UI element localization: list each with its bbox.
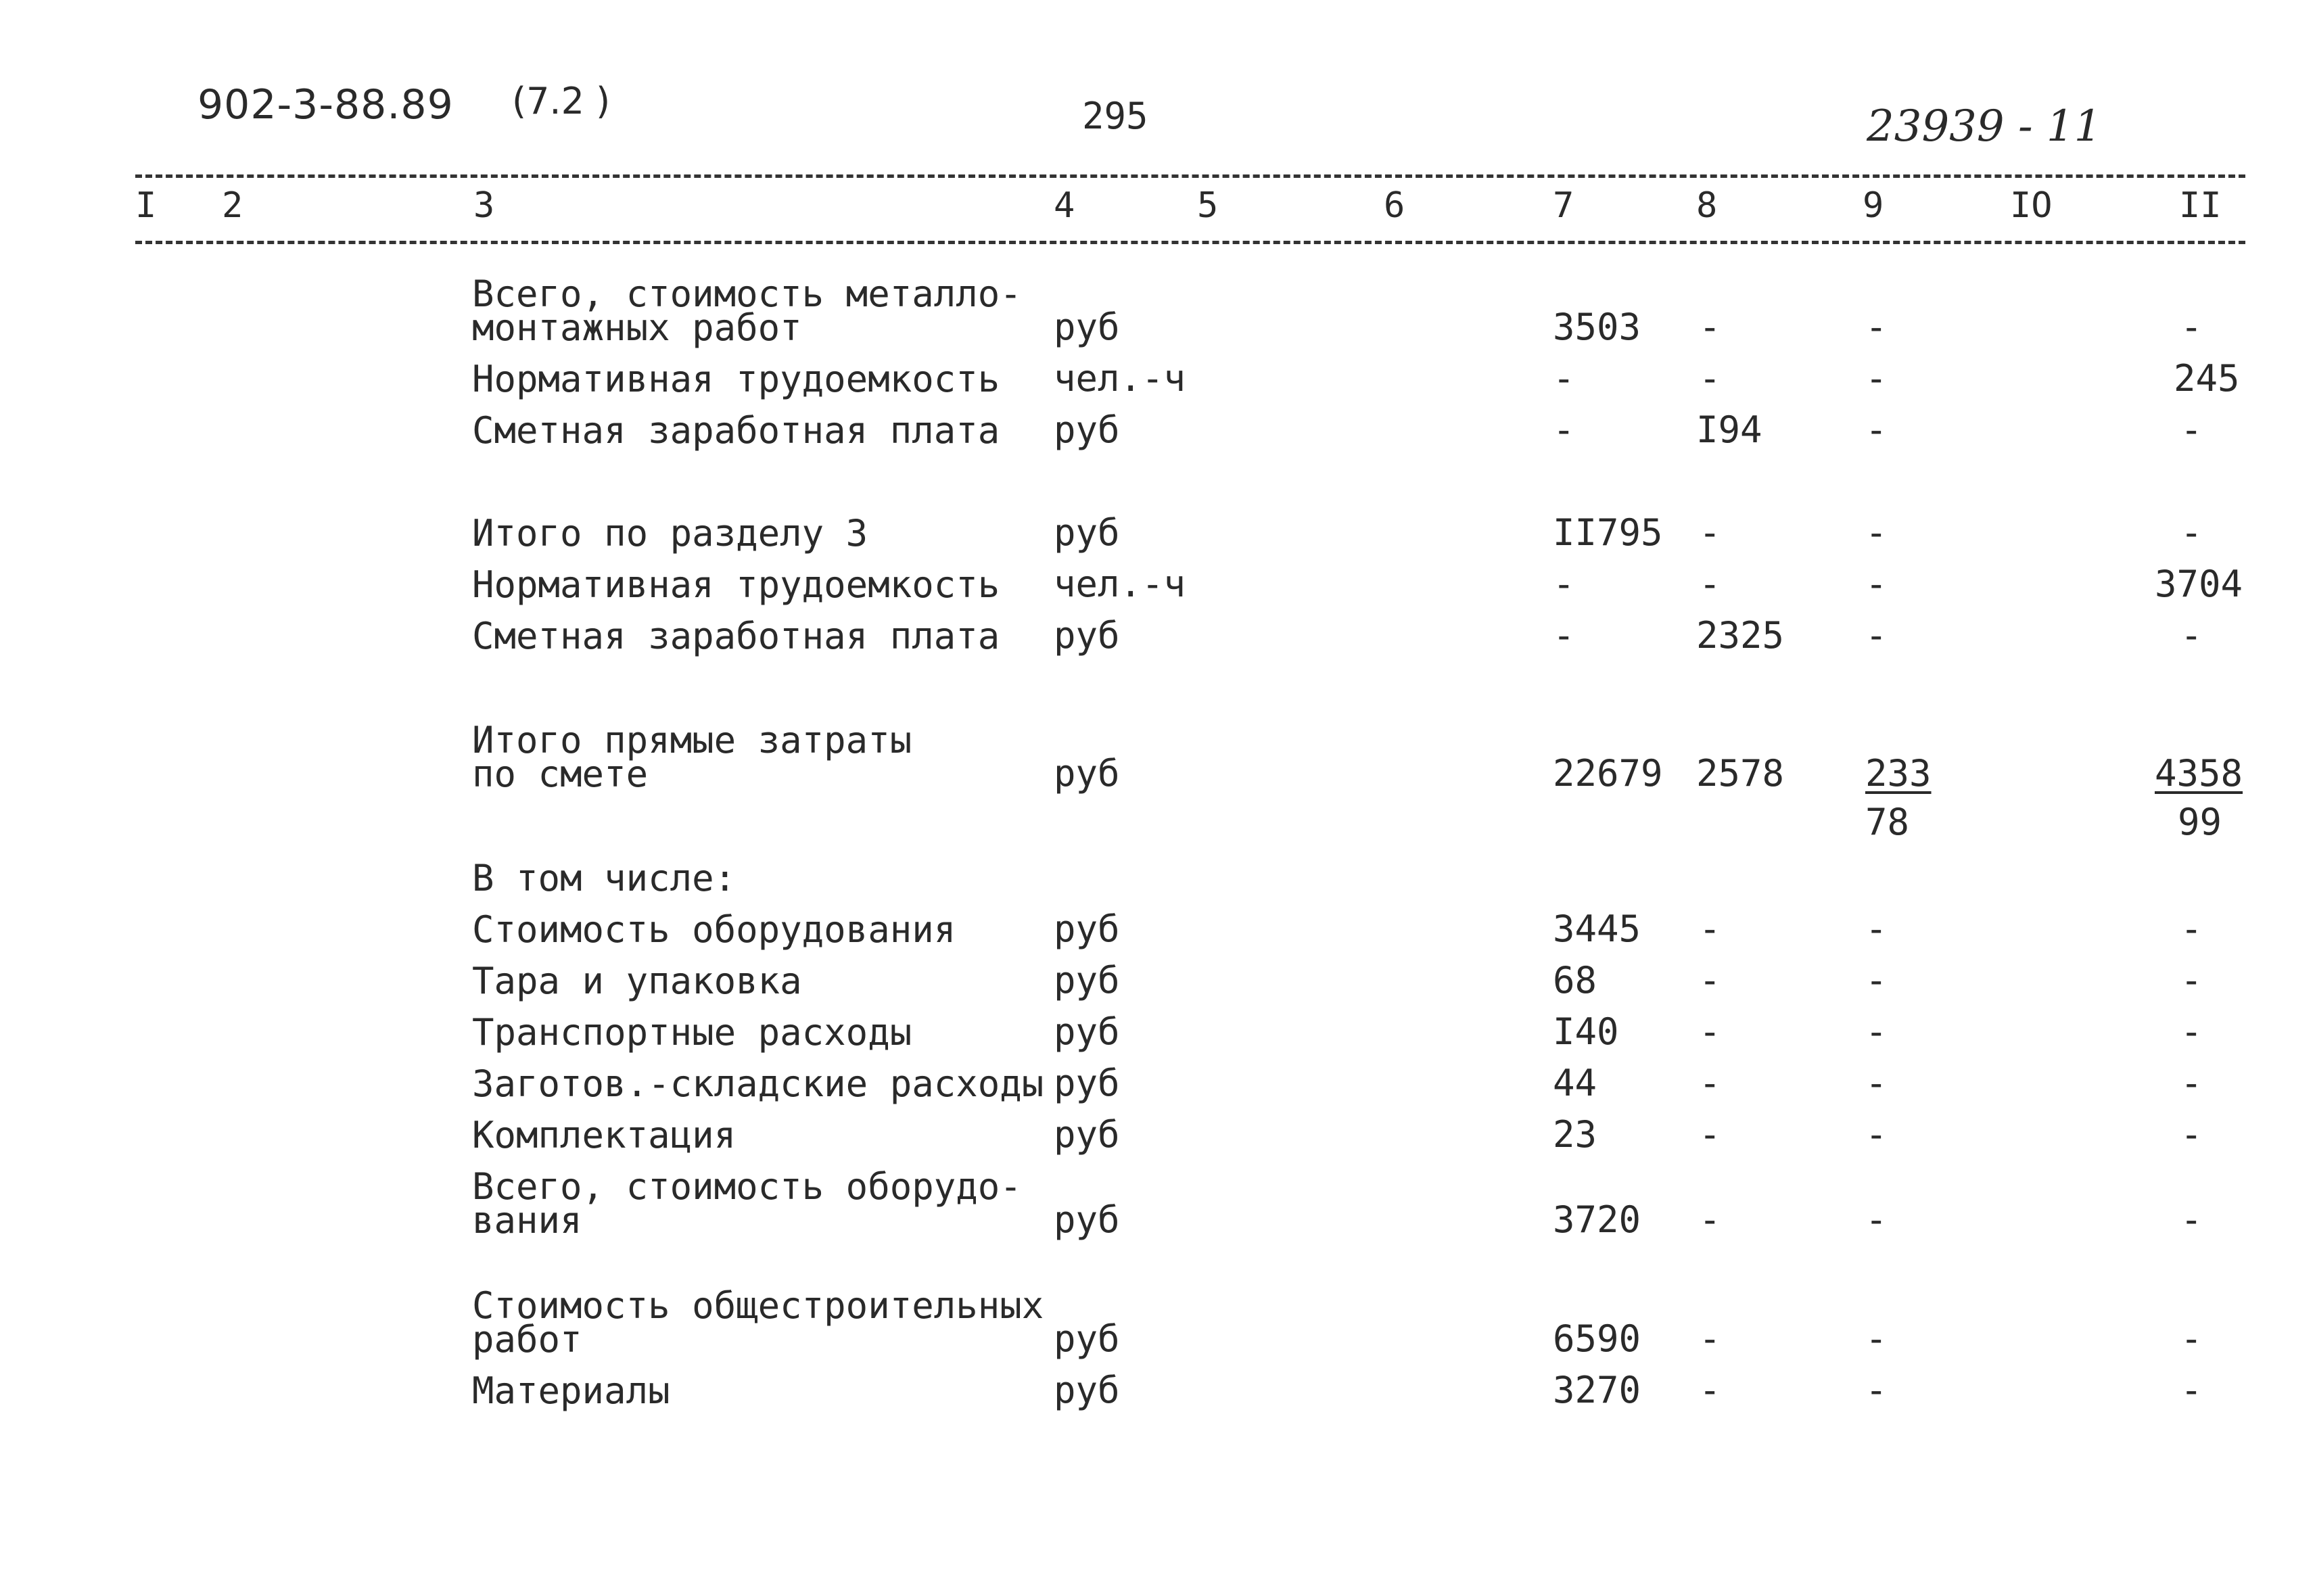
row-label-line: Нормативная трудоемкость xyxy=(472,358,1000,400)
machine-cell: - xyxy=(1865,408,1888,451)
row-label-line: Всего, стоимость металло- xyxy=(472,273,1022,315)
cost-cell: 22679 xyxy=(1553,752,1663,795)
wage-cell: - xyxy=(1699,1113,1721,1156)
row-label-line: Сметная заработная плата xyxy=(472,409,1000,452)
page-number: 295 xyxy=(1082,95,1148,137)
row-label-line: Материалы xyxy=(472,1369,670,1412)
cost-cell: II795 xyxy=(1553,511,1663,554)
row-label-line: Транспортные расходы xyxy=(472,1011,912,1054)
wage-cell: - xyxy=(1699,511,1721,554)
row-label-line: работ xyxy=(472,1318,582,1361)
machine-cell: - xyxy=(1865,1317,1888,1360)
unit-cell: руб xyxy=(1054,908,1120,950)
row-label-line: Итого по разделу 3 xyxy=(472,512,868,555)
cost-cell: - xyxy=(1553,614,1575,657)
column-number: 7 xyxy=(1553,185,1574,226)
machine-cell-numerator: 233 xyxy=(1865,752,1932,795)
unit-cell: руб xyxy=(1054,959,1120,1002)
wage-cell: - xyxy=(1699,357,1721,400)
labor-cell: - xyxy=(2180,614,2203,657)
row-label-line: вания xyxy=(472,1199,582,1242)
wage-cell: - xyxy=(1699,1010,1721,1053)
labor-cell: - xyxy=(2180,1010,2203,1053)
unit-cell: руб xyxy=(1054,1198,1120,1241)
unit-cell: руб xyxy=(1054,1317,1120,1360)
labor-cell: - xyxy=(2180,306,2203,348)
row-label-line: Стоимость оборудования xyxy=(472,908,956,951)
machine-cell: - xyxy=(1865,614,1888,657)
column-number: 4 xyxy=(1054,185,1075,226)
machine-cell: - xyxy=(1865,357,1888,400)
wage-cell: - xyxy=(1699,1198,1721,1241)
column-number: I xyxy=(135,185,157,226)
row-label-line: Сметная заработная плата xyxy=(472,615,1000,657)
row-label-line: Комплектация xyxy=(472,1114,736,1156)
row-label-line: Стоимость общестроительных xyxy=(472,1284,1044,1327)
unit-cell: руб xyxy=(1054,1010,1120,1053)
machine-cell: - xyxy=(1865,306,1888,348)
wage-cell: 2578 xyxy=(1696,752,1785,795)
cost-cell: 68 xyxy=(1553,959,1597,1002)
labor-cell: 3704 xyxy=(2155,563,2243,605)
machine-cell: - xyxy=(1865,511,1888,554)
machine-cell: - xyxy=(1865,1062,1888,1104)
row-label-line: Всего, стоимость оборудо- xyxy=(472,1165,1022,1208)
header-rule-top xyxy=(135,174,2245,178)
wage-cell: 2325 xyxy=(1696,614,1785,657)
row-label-line: Итого прямые затраты xyxy=(472,719,912,761)
row-label-line: Нормативная трудоемкость xyxy=(472,563,1000,606)
machine-cell: - xyxy=(1865,563,1888,605)
wage-cell: - xyxy=(1699,1317,1721,1360)
unit-cell: руб xyxy=(1054,306,1120,348)
wage-cell: - xyxy=(1699,1369,1721,1411)
unit-cell: руб xyxy=(1054,511,1120,554)
labor-cell: - xyxy=(2180,1369,2203,1411)
column-number: 2 xyxy=(222,185,243,226)
wage-cell: - xyxy=(1699,1062,1721,1104)
row-label-line: Заготов.-складские расходы xyxy=(472,1062,1044,1105)
column-number: 8 xyxy=(1696,185,1718,226)
unit-cell: руб xyxy=(1054,1369,1120,1411)
machine-cell: - xyxy=(1865,1198,1888,1241)
wage-cell: I94 xyxy=(1696,408,1762,451)
cost-cell: 6590 xyxy=(1553,1317,1641,1360)
unit-cell: руб xyxy=(1054,614,1120,657)
unit-cell: чел.-ч xyxy=(1054,357,1186,400)
labor-cell-numerator: 4358 xyxy=(2155,752,2243,795)
section-subheading: В том числе: xyxy=(472,857,736,899)
cost-cell: I40 xyxy=(1553,1010,1619,1053)
column-number: 6 xyxy=(1384,185,1405,226)
labor-cell: - xyxy=(2180,1062,2203,1104)
unit-cell: руб xyxy=(1054,1062,1120,1104)
cost-cell: - xyxy=(1553,563,1575,605)
column-number: 3 xyxy=(473,185,495,226)
machine-cell: - xyxy=(1865,1113,1888,1156)
labor-cell: - xyxy=(2180,1113,2203,1156)
unit-cell: чел.-ч xyxy=(1054,563,1186,605)
cost-cell: 3270 xyxy=(1553,1369,1641,1411)
machine-cell: - xyxy=(1865,959,1888,1002)
cost-cell: 3445 xyxy=(1553,908,1641,950)
unit-cell: руб xyxy=(1054,408,1120,451)
column-number: IO xyxy=(2010,185,2053,226)
labor-cell: - xyxy=(2180,1198,2203,1241)
cost-cell: 3503 xyxy=(1553,306,1641,348)
sheet-number: (7.2 ) xyxy=(512,80,611,122)
cost-cell: 44 xyxy=(1553,1062,1597,1104)
cost-cell: - xyxy=(1553,408,1575,451)
labor-cell: - xyxy=(2180,408,2203,451)
wage-cell: - xyxy=(1699,908,1721,950)
cost-cell: 3720 xyxy=(1553,1198,1641,1241)
wage-cell: - xyxy=(1699,563,1721,605)
column-number: 5 xyxy=(1197,185,1219,226)
row-label-line: по смете xyxy=(472,753,649,795)
document-code: 902-3-88.89 xyxy=(197,81,454,128)
registration-number: 23939 - 11 xyxy=(1867,101,2102,151)
labor-cell: - xyxy=(2180,1317,2203,1360)
header-rule-bottom xyxy=(135,241,2245,244)
labor-cell-denominator: 99 xyxy=(2178,801,2222,843)
machine-cell: - xyxy=(1865,908,1888,950)
wage-cell: - xyxy=(1699,306,1721,348)
labor-cell: - xyxy=(2180,959,2203,1002)
cost-cell: 23 xyxy=(1553,1113,1597,1156)
labor-cell: - xyxy=(2180,511,2203,554)
column-number: 9 xyxy=(1863,185,1884,226)
row-label-line: Тара и упаковка xyxy=(472,960,802,1002)
column-number: II xyxy=(2179,185,2222,226)
machine-cell-denominator: 78 xyxy=(1865,801,1910,843)
machine-cell: - xyxy=(1865,1010,1888,1053)
labor-cell: 245 xyxy=(2174,357,2240,400)
unit-cell: руб xyxy=(1054,1113,1120,1156)
row-label-line: монтажных работ xyxy=(472,306,802,349)
wage-cell: - xyxy=(1699,959,1721,1002)
cost-cell: - xyxy=(1553,357,1575,400)
labor-cell: - xyxy=(2180,908,2203,950)
machine-cell: - xyxy=(1865,1369,1888,1411)
unit-cell: руб xyxy=(1054,752,1120,795)
